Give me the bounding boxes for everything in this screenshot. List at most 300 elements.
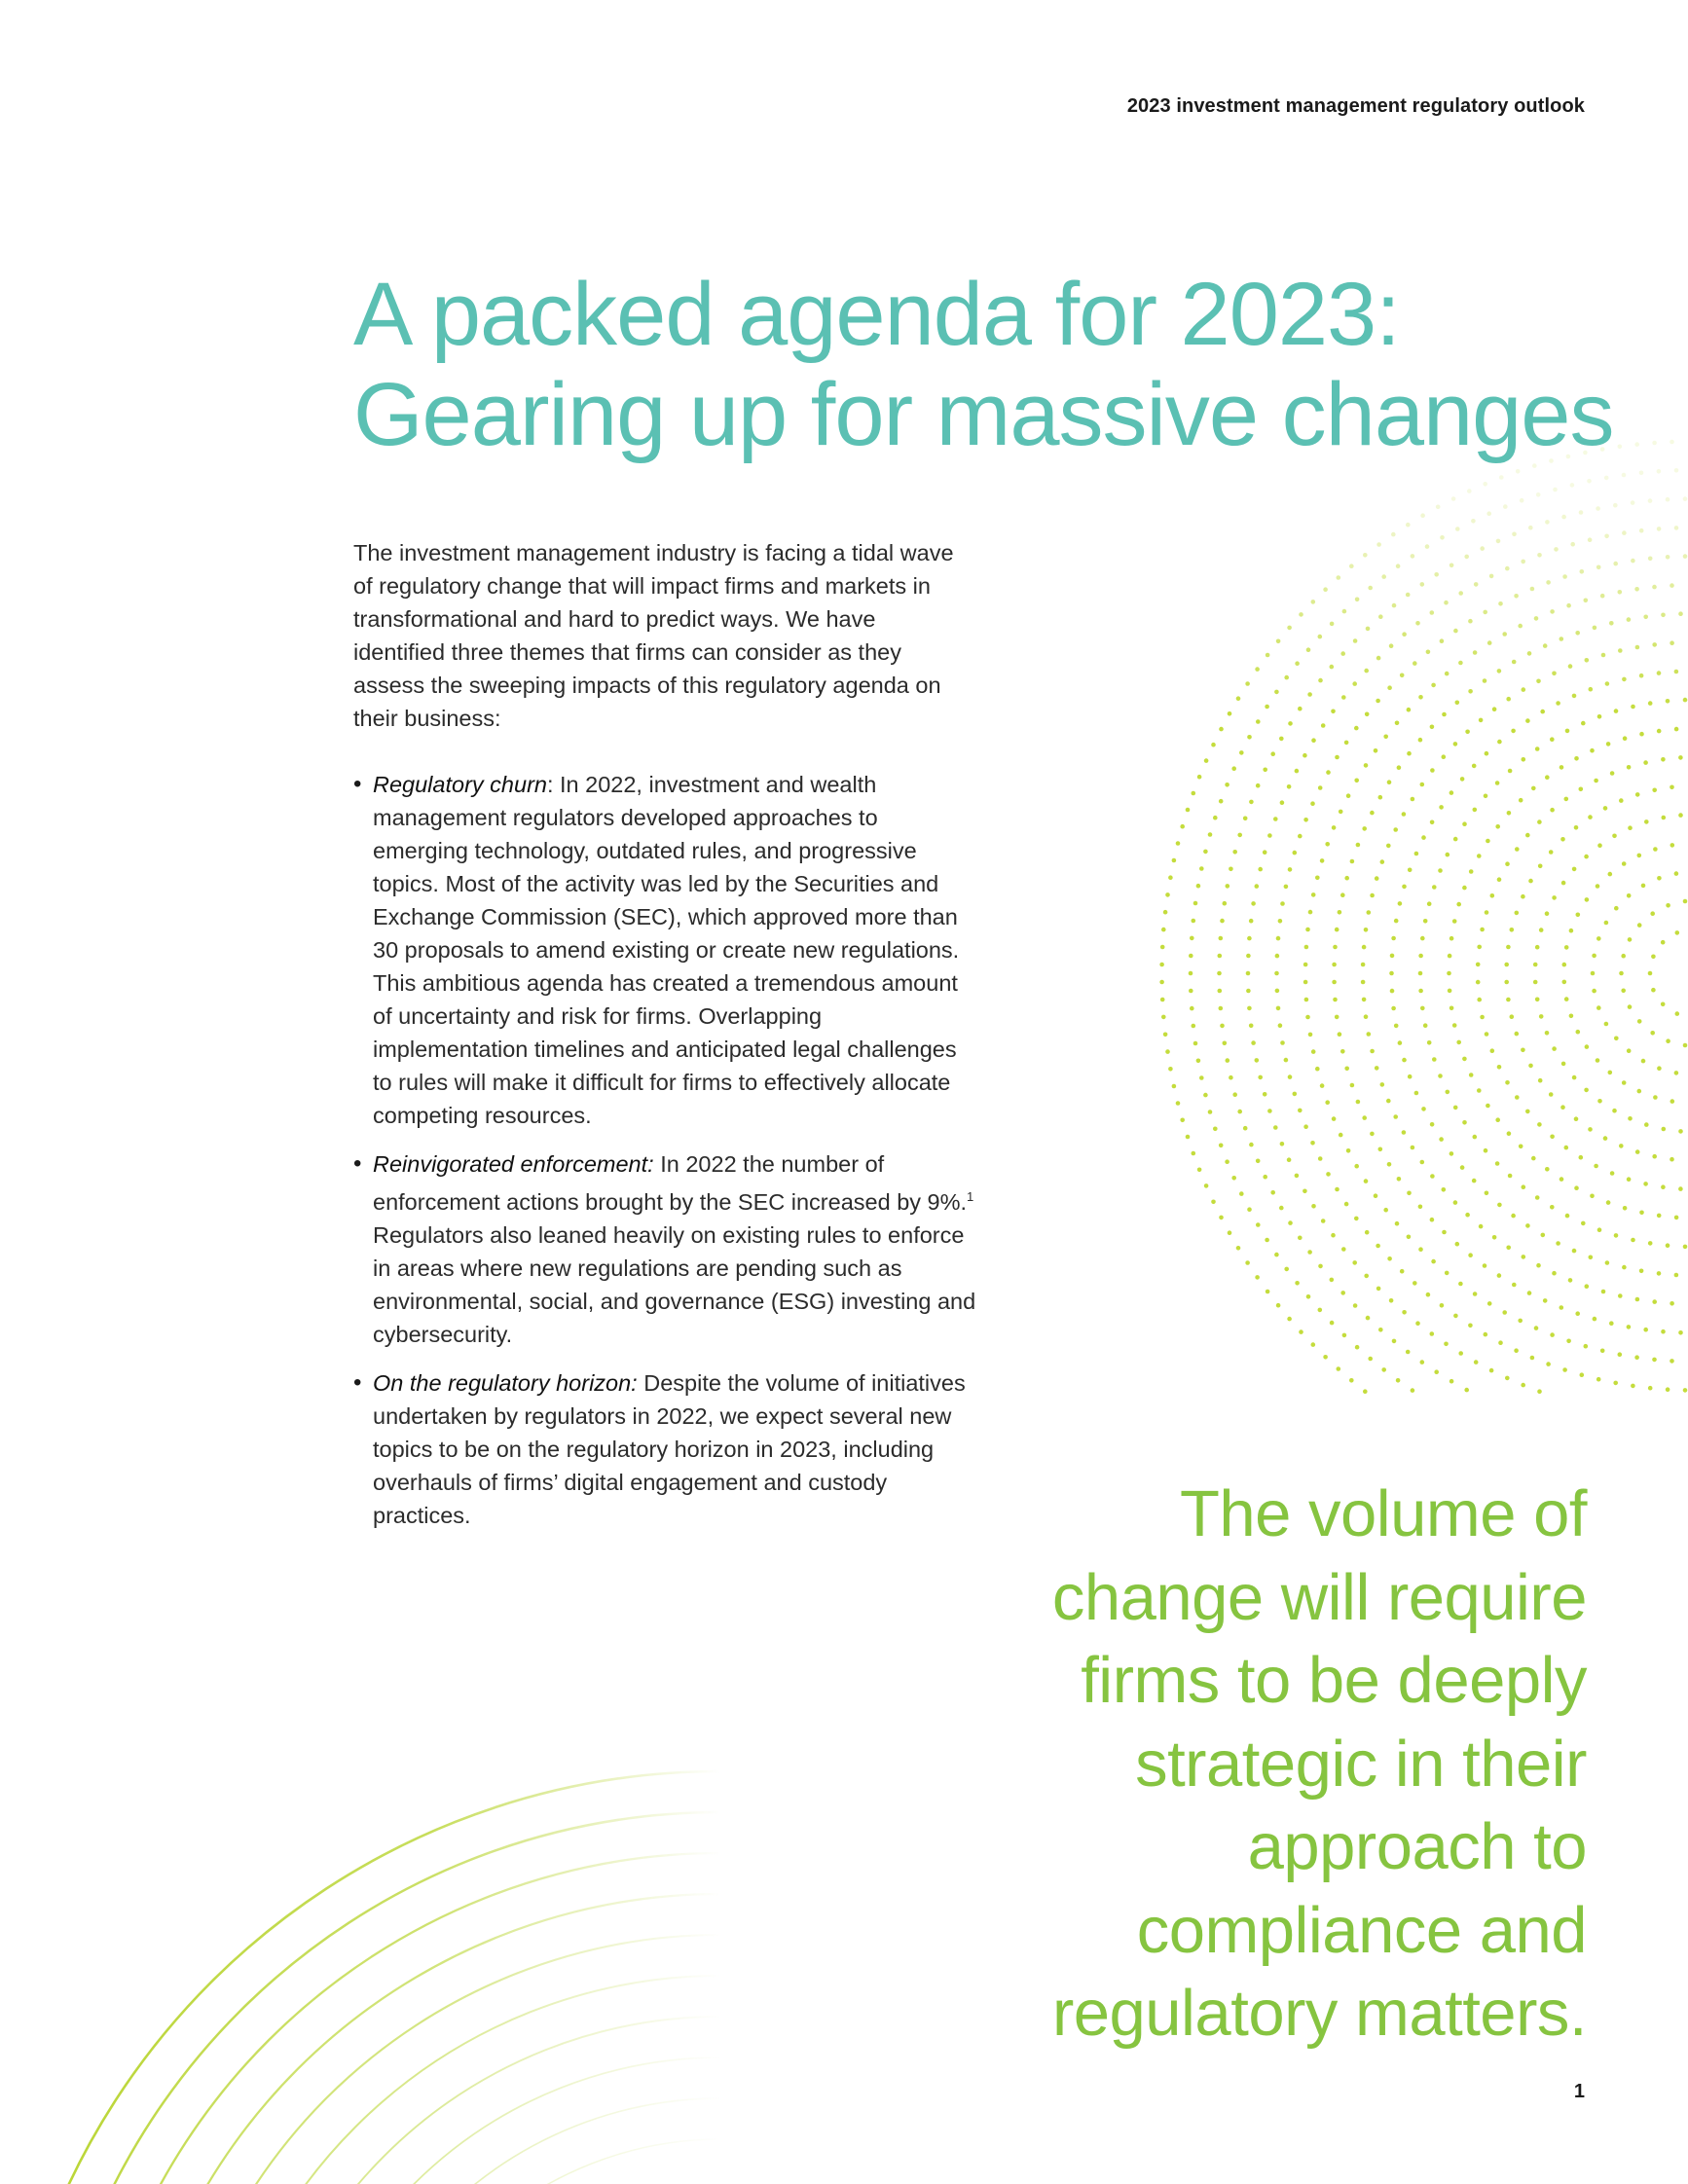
ring-dot	[1420, 582, 1425, 587]
ring-dot	[1572, 1075, 1577, 1080]
ring-dot	[1452, 919, 1457, 924]
ring-dot	[1455, 701, 1460, 706]
ring-dot	[1332, 825, 1337, 830]
ring-dot	[1308, 1033, 1313, 1037]
ring-dot	[1365, 712, 1370, 717]
ring-dot	[1392, 603, 1397, 608]
ring-dot	[1652, 1154, 1657, 1159]
ring-dot	[1525, 833, 1530, 838]
ring-dot	[1525, 1223, 1530, 1228]
ring-dot	[1592, 989, 1596, 994]
ring-dot	[1522, 757, 1526, 762]
ring-dot	[1395, 1221, 1400, 1226]
ring-dot	[1389, 1298, 1394, 1303]
ring-dot	[1370, 1049, 1375, 1054]
ring-dot	[1258, 867, 1263, 872]
ring-dot	[1190, 936, 1194, 941]
ring-dot	[1172, 858, 1177, 863]
ring-dot	[1440, 1303, 1445, 1308]
ring-dot	[1335, 1015, 1339, 1020]
ring-dot	[1447, 971, 1451, 976]
ring-dot	[1335, 928, 1339, 932]
ring-dot	[1453, 1314, 1458, 1319]
ring-dot	[1535, 945, 1540, 950]
ring-dot	[1400, 673, 1405, 678]
ring-dot	[1279, 737, 1284, 742]
ring-dot	[1362, 826, 1367, 831]
ring-dot	[1219, 1144, 1224, 1148]
pull-quote-line: change will require	[1051, 1560, 1587, 1634]
ring-dot	[1368, 1357, 1373, 1362]
ring-dot	[1502, 1310, 1507, 1315]
ring-dot	[1572, 1249, 1577, 1254]
ring-dot	[1425, 544, 1430, 549]
ring-dot	[1176, 1101, 1181, 1106]
ring-dot	[1674, 1273, 1679, 1278]
ring-dot	[1418, 971, 1423, 976]
ring-dot	[1203, 1093, 1208, 1098]
ring-dot	[1580, 569, 1585, 574]
ring-dot	[1678, 755, 1683, 760]
ring-dot	[1561, 881, 1566, 886]
ring-dot	[1504, 963, 1509, 967]
ring-dot	[1394, 919, 1399, 924]
ring-dot	[1325, 842, 1330, 847]
ring-dot	[1585, 658, 1590, 663]
ring-dot	[1533, 980, 1538, 985]
ring-dot	[1597, 1227, 1602, 1232]
ring-dot	[1670, 843, 1675, 848]
ring-dot	[1670, 1301, 1674, 1306]
ring-dot	[1538, 864, 1543, 869]
ring-dot	[1492, 1235, 1497, 1240]
ring-dot	[1387, 685, 1392, 690]
ring-dot	[1247, 735, 1252, 740]
ring-dot	[1349, 1378, 1354, 1383]
ring-dot	[1434, 572, 1439, 577]
ring-dot	[1318, 678, 1323, 683]
ring-dot	[1613, 562, 1618, 566]
ring-dot	[1486, 1104, 1490, 1109]
ring-dot	[1589, 1256, 1594, 1260]
ring-dot	[1160, 945, 1165, 950]
ring-dot	[1220, 1024, 1225, 1029]
ring-dot	[1622, 861, 1627, 866]
ring-dot	[1511, 1214, 1516, 1219]
ring-dot	[1652, 1299, 1657, 1304]
ring-dot	[1298, 834, 1303, 839]
ring-dot	[1431, 1259, 1436, 1264]
ring-dot	[1479, 718, 1484, 723]
ring-dot	[1298, 1236, 1303, 1241]
ring-dot	[1186, 808, 1191, 813]
ring-dot	[1487, 640, 1492, 645]
ring-dot	[1310, 801, 1315, 806]
ring-dot	[1674, 871, 1679, 876]
ring-dot	[1600, 1349, 1605, 1354]
ring-dot	[1614, 1037, 1619, 1041]
ring-dot	[1387, 1256, 1392, 1261]
bullet-dot: •	[353, 771, 362, 797]
ring-dot	[1637, 854, 1642, 858]
ring-dot	[1485, 1032, 1489, 1037]
ring-dot	[1344, 1202, 1349, 1207]
pull-quote-line: approach to	[1247, 1810, 1587, 1883]
ring-dot	[1545, 911, 1550, 916]
ring-dot	[1307, 1250, 1312, 1255]
ring-dot	[1648, 557, 1653, 562]
ring-dot	[1427, 901, 1432, 906]
ring-dot	[1678, 1330, 1683, 1335]
ring-dot	[1172, 1084, 1177, 1089]
ring-dot	[1318, 785, 1323, 790]
ring-dot	[1560, 765, 1564, 770]
ring-dot	[1489, 1368, 1494, 1373]
ring-dot	[1311, 1204, 1316, 1209]
ring-dot	[1628, 1116, 1633, 1121]
arc-line	[245, 2017, 720, 2184]
ring-dot	[1402, 1310, 1407, 1315]
ring-dot	[1609, 621, 1614, 626]
ring-dot	[1503, 504, 1508, 509]
ring-dot	[1274, 971, 1279, 976]
ring-dot	[1370, 811, 1375, 816]
ring-dot	[1430, 1331, 1435, 1336]
ring-dot	[1483, 482, 1487, 487]
ring-dot	[1537, 819, 1542, 824]
ring-dot	[1527, 1291, 1532, 1295]
ring-dot	[1284, 885, 1289, 890]
ring-dot	[1393, 1114, 1398, 1119]
ring-dot	[1161, 1015, 1166, 1020]
ring-dot	[1683, 554, 1688, 559]
ring-dot	[1487, 1301, 1492, 1306]
ring-dot	[1506, 998, 1511, 1002]
ring-dot	[1326, 1172, 1331, 1177]
ring-dot	[1293, 1092, 1298, 1097]
ring-dot	[1550, 808, 1555, 813]
ring-dot	[1408, 868, 1413, 873]
ring-dot	[1298, 1109, 1303, 1113]
ring-dot	[1490, 893, 1495, 898]
ring-dot	[1530, 1356, 1535, 1361]
ring-dot	[1364, 1274, 1369, 1279]
ring-dot	[1512, 532, 1517, 537]
ring-dot	[1381, 574, 1386, 579]
ring-dot	[1648, 971, 1653, 976]
ring-dot	[1192, 1024, 1196, 1029]
ring-dot	[1596, 506, 1600, 511]
ring-dot	[1311, 892, 1316, 897]
ring-dot	[1193, 1041, 1198, 1046]
ring-dot	[1589, 687, 1594, 692]
ring-dot	[1643, 1182, 1648, 1186]
title-line-1: A packed agenda for 2023:	[353, 265, 1400, 364]
ring-dot	[1560, 1305, 1564, 1310]
ring-dot	[1675, 930, 1680, 935]
ring-dot	[1530, 587, 1535, 592]
ring-dot	[1590, 1194, 1595, 1199]
ring-dot	[1597, 843, 1602, 848]
ring-dot	[1545, 1031, 1550, 1036]
ring-dot	[1213, 1127, 1218, 1132]
ring-dot	[1430, 768, 1435, 773]
ring-dot	[1546, 580, 1551, 585]
ring-dot	[1519, 1145, 1523, 1149]
ring-dot	[1473, 1292, 1478, 1296]
ring-dot	[1648, 1241, 1653, 1246]
footnote-marker: 1	[967, 1189, 974, 1204]
ring-dot	[1451, 496, 1456, 501]
ring-dot	[1635, 792, 1640, 797]
ring-dot	[1627, 765, 1632, 770]
ring-dot	[1350, 859, 1355, 864]
ring-dot	[1232, 1092, 1237, 1097]
ring-dot	[1438, 868, 1443, 873]
ring-dot	[1550, 609, 1555, 614]
ring-dot	[1661, 1184, 1666, 1189]
ring-dot	[1464, 1388, 1469, 1393]
ring-dot	[1456, 1040, 1461, 1045]
ring-dot	[1533, 963, 1538, 967]
ring-dot	[1449, 1151, 1454, 1156]
ring-dot	[1605, 1260, 1610, 1265]
ring-dot	[1332, 980, 1337, 985]
ring-dot	[1415, 1321, 1420, 1326]
ring-dot	[1439, 1137, 1444, 1142]
ring-dot	[1562, 574, 1567, 579]
ring-dot	[1251, 1040, 1256, 1045]
ring-dot	[1623, 736, 1628, 741]
ring-dot	[1580, 1372, 1585, 1377]
ring-dot	[1497, 669, 1502, 673]
ring-dot	[1657, 469, 1662, 474]
ring-dot	[1344, 1067, 1349, 1072]
ring-dot	[1267, 1109, 1272, 1113]
ring-dot	[1614, 1233, 1619, 1238]
ring-dot	[1623, 1206, 1628, 1211]
ring-dot	[1226, 884, 1230, 889]
ring-dot	[1604, 1022, 1609, 1027]
ring-dot	[1218, 989, 1223, 994]
ring-dot	[1476, 963, 1481, 967]
ring-dot	[1525, 718, 1530, 723]
ring-dot	[1560, 837, 1565, 842]
ring-dot	[1278, 919, 1283, 924]
ring-dot	[1274, 690, 1279, 695]
ring-dot	[1497, 1065, 1502, 1070]
ring-dot	[1596, 1005, 1601, 1010]
ring-dot	[1531, 786, 1536, 791]
ring-dot	[1288, 1074, 1293, 1079]
ring-dot	[1576, 913, 1581, 918]
ring-dot	[1442, 1230, 1447, 1235]
ring-dot	[1502, 632, 1507, 637]
ring-dot	[1402, 1058, 1407, 1063]
ring-dot	[1666, 1387, 1670, 1392]
ring-dot	[1305, 1015, 1310, 1020]
ring-dot	[1353, 638, 1358, 643]
ring-dot	[1610, 1171, 1615, 1176]
ring-dot	[1480, 928, 1485, 932]
ring-dot	[1483, 1263, 1487, 1268]
ring-dot	[1643, 1328, 1648, 1332]
ring-dot	[1648, 1386, 1653, 1391]
ring-dot	[1613, 503, 1618, 508]
ring-dot	[1570, 542, 1575, 547]
ring-dot	[1381, 1367, 1386, 1372]
ring-dot	[1266, 1290, 1270, 1294]
ring-dot	[1565, 729, 1570, 734]
ring-dot	[1311, 738, 1316, 743]
ring-dot	[1535, 746, 1540, 751]
ring-dot	[1499, 475, 1504, 480]
ring-dot	[1604, 476, 1609, 481]
ring-dot	[1627, 893, 1632, 898]
ring-dot	[1480, 546, 1485, 551]
ring-dot	[1318, 1264, 1323, 1269]
ring-dot	[1430, 1122, 1435, 1127]
ring-dot	[1612, 1109, 1617, 1113]
ring-dot	[1288, 721, 1293, 726]
ring-dot	[1225, 783, 1229, 787]
ring-dot	[1245, 1260, 1250, 1265]
dotted-rings-graphic	[1159, 440, 1687, 1394]
ring-dot	[1161, 928, 1166, 932]
ring-dot	[1483, 678, 1487, 683]
ring-dot	[1604, 534, 1609, 539]
ring-dot	[1189, 989, 1193, 994]
ring-dot	[1552, 672, 1557, 676]
ring-dot	[1391, 532, 1396, 537]
ring-dot	[1540, 710, 1545, 714]
ring-dot	[1556, 1241, 1560, 1246]
ring-dot	[1380, 859, 1385, 864]
ring-dot	[1356, 843, 1361, 848]
ring-dot	[1186, 1135, 1191, 1140]
ring-dot	[1337, 575, 1341, 580]
ring-dot	[1588, 815, 1593, 819]
ring-dot	[1603, 1136, 1608, 1141]
ring-dot	[1507, 811, 1512, 816]
ring-dot	[1387, 780, 1392, 784]
ring-dot	[1579, 1155, 1584, 1160]
ring-dot	[1229, 1075, 1233, 1080]
ring-dot	[1407, 1191, 1412, 1196]
ring-dot	[1521, 560, 1525, 564]
ring-dot	[1402, 885, 1407, 890]
ring-dot	[1634, 587, 1639, 592]
ring-dot	[1622, 530, 1627, 535]
ring-dot	[1337, 1366, 1341, 1371]
ring-dot	[1652, 441, 1657, 446]
ring-dot	[1418, 738, 1423, 743]
ring-dot	[1528, 526, 1533, 530]
ring-dot	[1592, 954, 1596, 959]
intro-paragraph: The investment management industry is facing a tidal wave of regulatory change that will impact firms and markets in transformational and hard to predict ways. We have identified three themes that firms can consider as they assess the sweeping impacts of this regulatory agenda on their business:	[353, 540, 954, 731]
ring-dot	[1608, 872, 1613, 877]
ring-dot	[1522, 1184, 1526, 1189]
ring-dot	[1446, 1090, 1450, 1095]
page-title	[353, 265, 1619, 465]
ring-dot	[1651, 988, 1656, 993]
ring-dot	[1263, 1092, 1267, 1097]
ring-dot	[1528, 879, 1533, 884]
ring-dot	[1318, 1308, 1323, 1313]
ring-dot	[1566, 1339, 1571, 1344]
ring-dot	[1402, 1130, 1407, 1135]
pull-quote-line: firms to be deeply	[1081, 1644, 1587, 1717]
arc-line	[327, 2098, 720, 2184]
ring-dot	[1231, 1176, 1236, 1181]
ring-dot	[1236, 1246, 1241, 1251]
ring-dot	[1383, 1208, 1388, 1213]
ring-dot	[1553, 488, 1558, 492]
ring-dot	[1605, 681, 1610, 686]
ring-dot	[1666, 903, 1670, 908]
ring-dot	[1581, 721, 1586, 726]
ring-dot	[1280, 901, 1285, 906]
ring-dot	[1536, 492, 1541, 497]
ring-dot	[1456, 902, 1461, 907]
ring-dot	[1204, 758, 1209, 763]
ring-dot	[1361, 980, 1366, 985]
ring-dot	[1376, 1244, 1380, 1249]
ring-dot	[1462, 886, 1467, 891]
ring-dot	[1305, 928, 1310, 932]
ring-dot	[1256, 1159, 1261, 1164]
ring-dot	[1486, 511, 1491, 516]
ring-dot	[1452, 1023, 1457, 1028]
ring-dot	[1280, 1040, 1285, 1045]
ring-dot	[1661, 757, 1666, 762]
ring-dot	[1344, 741, 1349, 746]
ring-dot	[1440, 535, 1445, 540]
ring-dot	[1288, 1220, 1293, 1225]
ring-dot	[1308, 910, 1313, 915]
ring-dot	[1251, 901, 1256, 906]
bullet-separator: :	[546, 772, 554, 797]
ring-dot	[1356, 1100, 1361, 1105]
ring-dot	[1594, 779, 1598, 783]
ring-dot	[1670, 785, 1674, 790]
ring-dot	[1219, 799, 1224, 804]
ring-dot	[1495, 781, 1500, 785]
ring-dot	[1299, 1329, 1303, 1334]
ring-dot	[1255, 667, 1260, 672]
ring-dot	[1380, 1082, 1385, 1087]
ring-dot	[1340, 1291, 1345, 1295]
ring-dot	[1203, 850, 1208, 855]
ring-dot	[1458, 1282, 1463, 1287]
ring-dot	[1442, 712, 1447, 717]
ring-dot	[1468, 689, 1473, 694]
ring-dot	[1449, 790, 1454, 795]
ring-dot	[1634, 442, 1639, 447]
ring-dot	[1370, 893, 1375, 898]
ring-dot	[1219, 1216, 1224, 1220]
ring-dot	[1601, 1290, 1606, 1294]
ring-dot	[1552, 895, 1557, 900]
ring-dot	[1568, 1278, 1573, 1283]
ring-dot	[1342, 1333, 1347, 1338]
ring-dot	[1267, 833, 1272, 838]
ring-dot	[1527, 651, 1532, 656]
ring-dot	[1641, 1059, 1646, 1064]
ring-dot	[1295, 1174, 1300, 1179]
ring-dot	[1444, 1342, 1449, 1347]
ring-dot	[1506, 945, 1511, 950]
